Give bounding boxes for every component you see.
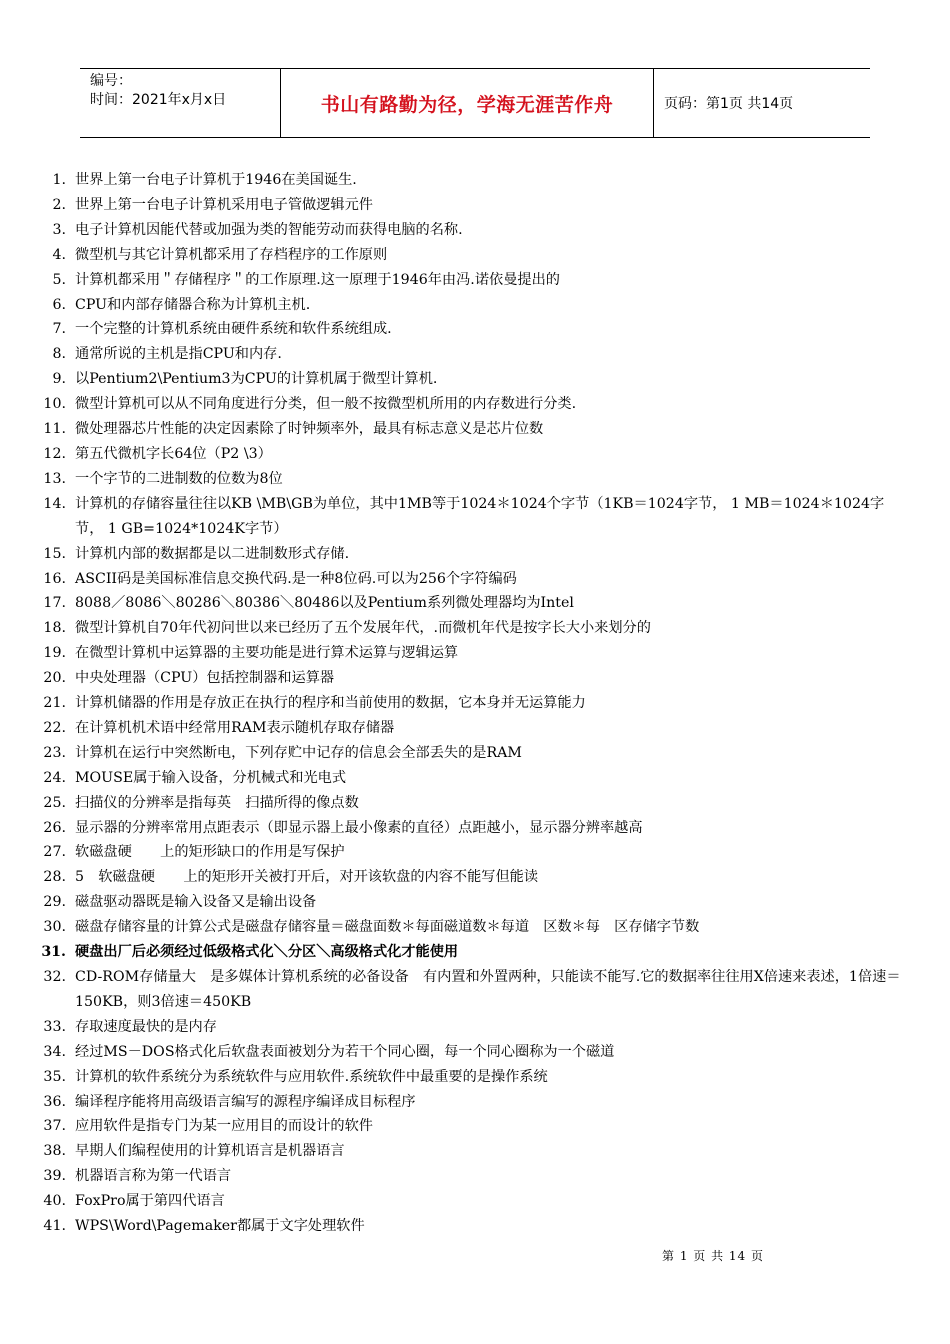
item-number: 31.: [41, 944, 66, 961]
item-text: 扫描仪的分辨率是指每英 扫描所得的像点数: [75, 794, 359, 811]
item-text: 8088／8086＼80286＼80386＼80486以及Pentium系列微处理器均为Intel: [75, 595, 574, 612]
list-item: [40, 417, 910, 442]
item-number: 14.: [43, 495, 66, 512]
item-number: 17.: [43, 595, 66, 612]
item-text: CD-ROM存储量大 是多媒体计算机系统的必备设备 有内置和外置两种，只能读不能写.它的数据率往往用X倍速来表述，1倍速＝150KB，则3倍速＝450KB: [75, 969, 901, 1010]
item-number: 41.: [43, 1218, 66, 1235]
item-number: 4.: [52, 246, 66, 263]
header-page-info: 页码：第1页 共14页: [664, 96, 794, 112]
list-item: [40, 367, 910, 392]
item-number: 13.: [43, 470, 66, 487]
item-number: 19.: [43, 645, 66, 662]
item-text: 早期人们编程使用的计算机语言是机器语言: [75, 1143, 345, 1160]
item-number: 15.: [43, 545, 66, 562]
item-text: 微处理器芯片性能的决定因素除了时钟频率外，最具有标志意义是芯片位数: [75, 421, 544, 438]
item-text: 计算机的软件系统分为系统软件与应用软件.系统软件中最重要的是操作系统: [75, 1068, 548, 1085]
item-text: ASCII码是美国标准信息交换代码.是一种8位码.可以为256个字符编码: [75, 570, 517, 587]
list-item: [40, 193, 910, 218]
item-text: 第五代微机字长64位（P2 \3）: [75, 445, 272, 462]
item-text: 5 软磁盘硬 上的矩形开关被打开后，对开该软盘的内容不能写但能读: [75, 869, 539, 886]
item-number: 7.: [52, 321, 66, 338]
item-number: 24.: [43, 769, 66, 786]
item-number: 11.: [43, 421, 66, 438]
page-header: [80, 68, 870, 138]
list-item: [40, 1015, 910, 1040]
item-text: 以Pentium2\Pentium3为CPU的计算机属于微型计算机.: [75, 371, 438, 388]
item-number: 3.: [52, 221, 66, 238]
item-number: 9.: [52, 371, 66, 388]
header-meta: [80, 69, 281, 137]
list-item: [40, 392, 910, 417]
item-number: 33.: [43, 1018, 66, 1035]
list-item: [40, 915, 910, 940]
list-item: [40, 591, 910, 616]
list-item: [40, 492, 910, 542]
item-number: 27.: [43, 844, 66, 861]
item-number: 28.: [43, 869, 66, 886]
item-text: 计算机储器的作用是存放正在执行的程序和当前使用的数据，它本身并无运算能力: [75, 695, 586, 712]
item-text: 软磁盘硬 上的矩形缺口的作用是写保护: [75, 844, 345, 861]
list-item: [40, 1114, 910, 1139]
item-number: 29.: [43, 894, 66, 911]
list-item: [40, 293, 910, 318]
item-number: 16.: [43, 570, 66, 587]
item-text: 显示器的分辨率常用点距表示（即显示器上最小像素的直径）点距越小，显示器分辨率越高: [75, 819, 643, 836]
list-item: [40, 442, 910, 467]
item-number: 32.: [43, 969, 66, 985]
item-text: 经过MS－DOS格式化后软盘表面被划分为若干个同心圈，每一个同心圈称为一个磁道: [75, 1043, 615, 1060]
item-number: 26.: [43, 819, 66, 836]
list-item: [40, 840, 910, 865]
header-motto: 书山有路勤为径，学海无涯苦作舟: [281, 69, 654, 137]
item-number: 40.: [43, 1193, 66, 1210]
list-item: [40, 965, 910, 1015]
item-number: 22.: [43, 719, 66, 736]
item-text: 微型计算机可以从不同角度进行分类，但一般不按微型机所用的内存数进行分类.: [75, 396, 577, 413]
list-item: [40, 666, 910, 691]
item-number: 25.: [43, 794, 66, 811]
item-text: 计算机的存储容量往往以KB \MB\GB为单位，其中1MB等于1024＊1024个字节（1KB＝1024字节， 1 MB＝1024＊1024字节， 1 GB=1024*1024K字节）: [75, 495, 885, 537]
list-item: [40, 890, 910, 915]
item-number: 36.: [43, 1093, 66, 1110]
item-number: 23.: [43, 744, 66, 761]
item-text: 存取速度最快的是内存: [75, 1018, 217, 1035]
item-text: 中央处理器（CPU）包括控制器和运算器: [75, 670, 335, 687]
list-item: [40, 766, 910, 791]
item-number: 30.: [43, 919, 66, 936]
item-text: 通常所说的主机是指CPU和内存.: [75, 346, 282, 363]
item-number: 10.: [43, 396, 66, 413]
item-text: 计算机内部的数据都是以二进制数形式存储.: [75, 545, 350, 562]
item-text: 一个字节的二进制数的位数为8位: [75, 470, 283, 487]
item-text: 在微型计算机中运算器的主要功能是进行算术运算与逻辑运算: [75, 645, 459, 662]
list-item: [40, 342, 910, 367]
list-item: [40, 317, 910, 342]
item-text: 硬盘出厂后必须经过低级格式化＼分区＼高级格式化才能使用: [75, 944, 459, 961]
item-number: 12.: [43, 445, 66, 462]
list-item: [40, 865, 910, 890]
item-number: 37.: [43, 1118, 66, 1135]
item-text: 一个完整的计算机系统由硬件系统和软件系统组成.: [75, 321, 392, 338]
item-text: 机器语言称为第一代语言: [75, 1168, 232, 1185]
list-item: [40, 268, 910, 293]
doc-time-label: 时间：2021年x月x日: [90, 92, 227, 108]
list-item: [40, 816, 910, 841]
list-item: [40, 1090, 910, 1115]
list-item: [40, 542, 910, 567]
list-item: [40, 791, 910, 816]
list-item: [40, 1164, 910, 1189]
item-number: 34.: [43, 1043, 66, 1060]
item-text: 计算机在运行中突然断电，下列存贮中记存的信息会全部丢失的是RAM: [75, 744, 522, 761]
item-number: 2.: [52, 196, 66, 213]
item-number: 39.: [43, 1168, 66, 1185]
item-text: 微型计算机自70年代初问世以来已经历了五个发展年代，.而微机年代是按字长大小来划分的: [75, 620, 651, 637]
item-text: 磁盘存储容量的计算公式是磁盘存储容量＝磁盘面数＊每面磁道数＊每道 区数＊每 区存储字节数: [75, 919, 700, 936]
list-item: [40, 168, 910, 193]
list-item: [40, 1214, 910, 1239]
item-number: 5.: [52, 271, 66, 288]
item-text: 磁盘驱动器既是输入设备又是输出设备: [75, 894, 317, 911]
list-item: [40, 567, 910, 592]
list-item: [40, 467, 910, 492]
item-text: 微型机与其它计算机都采用了存档程序的工作原则: [75, 246, 388, 263]
item-text: 世界上第一台电子计算机采用电子管做逻辑元件: [75, 196, 373, 213]
list-item: [40, 741, 910, 766]
item-number: 8.: [52, 346, 66, 363]
item-text: 应用软件是指专门为某一应用目的而设计的软件: [75, 1118, 373, 1135]
doc-number-label: 编号：: [90, 73, 132, 89]
item-text: 电子计算机因能代替或加强为类的智能劳动而获得电脑的名称.: [75, 221, 463, 238]
list-item: [40, 616, 910, 641]
item-number: 38.: [43, 1143, 66, 1160]
page-footer: 第 1 页 共 14 页: [662, 1249, 764, 1263]
list-item: [40, 1065, 910, 1090]
item-text: 计算机都采用＂存储程序＂的工作原理.这一原理于1946年由冯.诺依曼提出的: [75, 271, 560, 288]
item-text: 世界上第一台电子计算机于1946在美国诞生.: [75, 172, 357, 188]
list-item: [40, 641, 910, 666]
list-item: [40, 940, 910, 965]
list-item: [40, 243, 910, 268]
item-number: 1.: [52, 172, 66, 188]
item-number: 35.: [43, 1068, 66, 1085]
item-text: FoxPro属于第四代语言: [75, 1193, 225, 1210]
item-text: CPU和内部存储器合称为计算机主机.: [75, 296, 311, 313]
item-number: 18.: [43, 620, 66, 637]
list-item: [40, 716, 910, 741]
list-item: [40, 1139, 910, 1164]
knowledge-point-list: [40, 168, 910, 1239]
item-number: 6.: [52, 296, 66, 313]
item-text: MOUSE属于输入设备，分机械式和光电式: [75, 769, 347, 786]
list-item: [40, 691, 910, 716]
list-item: [40, 1189, 910, 1214]
list-item: [40, 1040, 910, 1065]
list-item: [40, 218, 910, 243]
item-number: 20.: [43, 670, 66, 687]
item-text: 编译程序能将用高级语言编写的源程序编译成目标程序: [75, 1093, 416, 1110]
item-text: WPS\Word\Pagemaker都属于文字处理软件: [75, 1218, 365, 1235]
item-text: 在计算机机术语中经常用RAM表示随机存取存储器: [75, 719, 395, 736]
item-number: 21.: [43, 695, 66, 712]
